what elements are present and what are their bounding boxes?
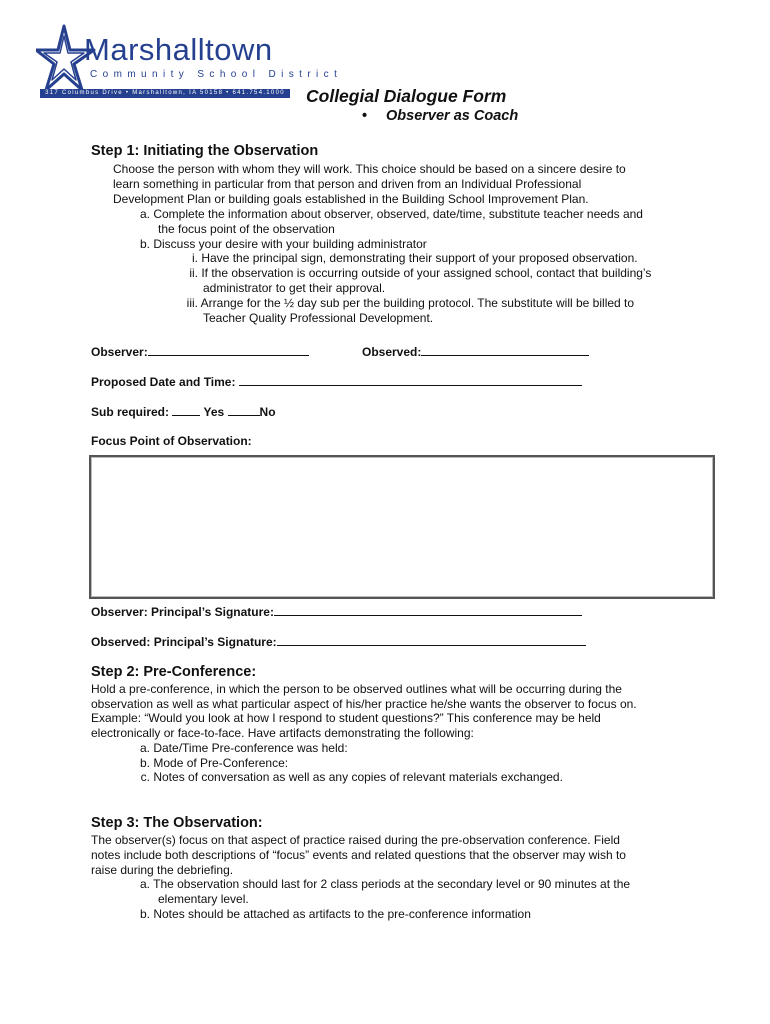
sub-required-field[interactable] — [91, 404, 276, 419]
step3-item-b-text: Notes should be attached as artifacts to the pre-conference information — [153, 907, 531, 921]
step2-item-a — [132, 741, 348, 756]
focus-point-label: Focus Point of Observation: — [91, 434, 252, 448]
step2-item-b — [132, 756, 288, 771]
form-title: Collegial Dialogue Form — [306, 86, 507, 106]
observed-field[interactable] — [362, 344, 589, 359]
proposed-date-blank[interactable] — [239, 374, 582, 386]
step2-intro-line: Hold a pre-conference, in which the person to be observed outlines what will be occurring during the — [91, 682, 622, 696]
step3-item-a-cont: elementary level. — [158, 892, 249, 906]
step1-sub-iii — [170, 296, 634, 311]
step1-sub-ii — [170, 266, 651, 281]
step3-item-b — [132, 907, 531, 922]
step1-intro-line: Development Plan or building goals established in the Building School Improvement Plan. — [113, 192, 589, 206]
step3-intro-line: The observer(s) focus on that aspect of practice raised during the pre-observation conference. Field — [91, 833, 620, 847]
step2-item-a-text: Date/Time Pre-conference was held: — [153, 741, 348, 755]
observer-signature-blank[interactable] — [274, 604, 582, 616]
list-marker: a. — [139, 741, 150, 755]
yes-blank[interactable] — [172, 404, 200, 416]
observer-blank[interactable] — [148, 344, 309, 356]
step1-intro-line: Choose the person with whom they will work. This choice should be based on a sincere desire to — [113, 162, 626, 176]
form-subtitle-text: Observer as Coach — [386, 108, 519, 124]
step1-sub-iii-text: Arrange for the ½ day sub per the building protocol. The substitute will be billed to — [200, 296, 635, 310]
focus-point-textbox[interactable] — [89, 455, 715, 599]
step3-item-a — [132, 877, 630, 892]
observer-signature-label: Observer: Principal’s Signature: — [91, 605, 274, 619]
proposed-date-label: Proposed Date and Time: — [91, 375, 236, 389]
step2-heading: Step 2: Pre-Conference: — [91, 664, 257, 680]
list-marker: b. — [139, 756, 150, 770]
district-address: 317 Columbus Drive • Marshalltown, IA 50158 • 641.754.1000 — [40, 89, 290, 98]
observed-label: Observed: — [362, 345, 422, 359]
step1-intro-line: learn something in particular from that person and driven from an Individual Professional — [113, 177, 582, 191]
step2-item-c-text: Notes of conversation as well as any copies of relevant materials exchanged. — [153, 770, 563, 784]
list-marker: a. — [139, 207, 150, 221]
step1-item-a-cont: the focus point of the observation — [158, 222, 335, 236]
list-marker: b. — [139, 907, 150, 921]
step1-item-b-text: Discuss your desire with your building administrator — [153, 237, 427, 251]
step1-item-a — [132, 207, 643, 222]
step3-item-a-text: The observation should last for 2 class periods at the secondary level or 90 minutes at the — [153, 877, 631, 891]
observed-signature-label: Observed: Principal’s Signature: — [91, 635, 277, 649]
no-blank[interactable] — [228, 404, 260, 416]
step3-intro-line: notes include both descriptions of “focus” events and related questions that the observer may wish to — [91, 848, 626, 862]
step1-sub-iii-cont: Teacher Quality Professional Development. — [203, 311, 434, 325]
observer-label: Observer: — [91, 345, 148, 359]
bullet-icon: • — [362, 108, 368, 124]
form-subtitle — [362, 108, 518, 124]
proposed-date-field[interactable] — [91, 374, 582, 389]
step2-item-b-text: Mode of Pre-Conference: — [153, 756, 289, 770]
list-marker: i. — [192, 251, 198, 265]
step3-intro-line: raise during the debriefing. — [91, 863, 234, 877]
step1-sub-ii-text: If the observation is occurring outside of your assigned school, contact that building’s — [201, 266, 652, 280]
yes-label: Yes — [203, 405, 225, 419]
step1-heading: Step 1: Initiating the Observation — [91, 143, 319, 159]
no-label: No — [259, 405, 276, 419]
list-marker: c. — [140, 770, 150, 784]
list-marker: b. — [139, 237, 150, 251]
list-marker: ii. — [189, 266, 198, 280]
step1-sub-i — [170, 251, 638, 266]
step2-intro-line: observation as well as what particular aspect of his/her practice he/she wants the observer to focus on. — [91, 697, 637, 711]
observer-field[interactable] — [91, 344, 309, 359]
observer-signature-field[interactable] — [91, 604, 582, 619]
step1-item-b — [132, 237, 427, 252]
observed-signature-field[interactable] — [91, 634, 586, 649]
step1-sub-ii-cont: administrator to get their approval. — [203, 281, 386, 295]
step1-item-a-text: Complete the information about observer, observed, date/time, substitute teacher needs and — [153, 207, 643, 221]
step2-intro-line: electronically or face-to-face. Have artifacts demonstrating the following: — [91, 726, 474, 740]
observed-signature-blank[interactable] — [277, 634, 586, 646]
step2-intro-line: Example: “Would you look at how I respond to student questions?” This conference may be held — [91, 711, 601, 725]
sub-required-label: Sub required: — [91, 405, 170, 419]
observed-blank[interactable] — [421, 344, 589, 356]
district-subtitle: Community School District — [90, 69, 343, 80]
list-marker: a. — [139, 877, 150, 891]
step3-heading: Step 3: The Observation: — [91, 815, 263, 831]
list-marker: iii. — [186, 296, 198, 310]
step1-sub-i-text: Have the principal sign, demonstrating their support of your proposed observation. — [201, 251, 638, 265]
district-name: Marshalltown — [84, 32, 273, 67]
step2-item-c — [132, 770, 563, 785]
